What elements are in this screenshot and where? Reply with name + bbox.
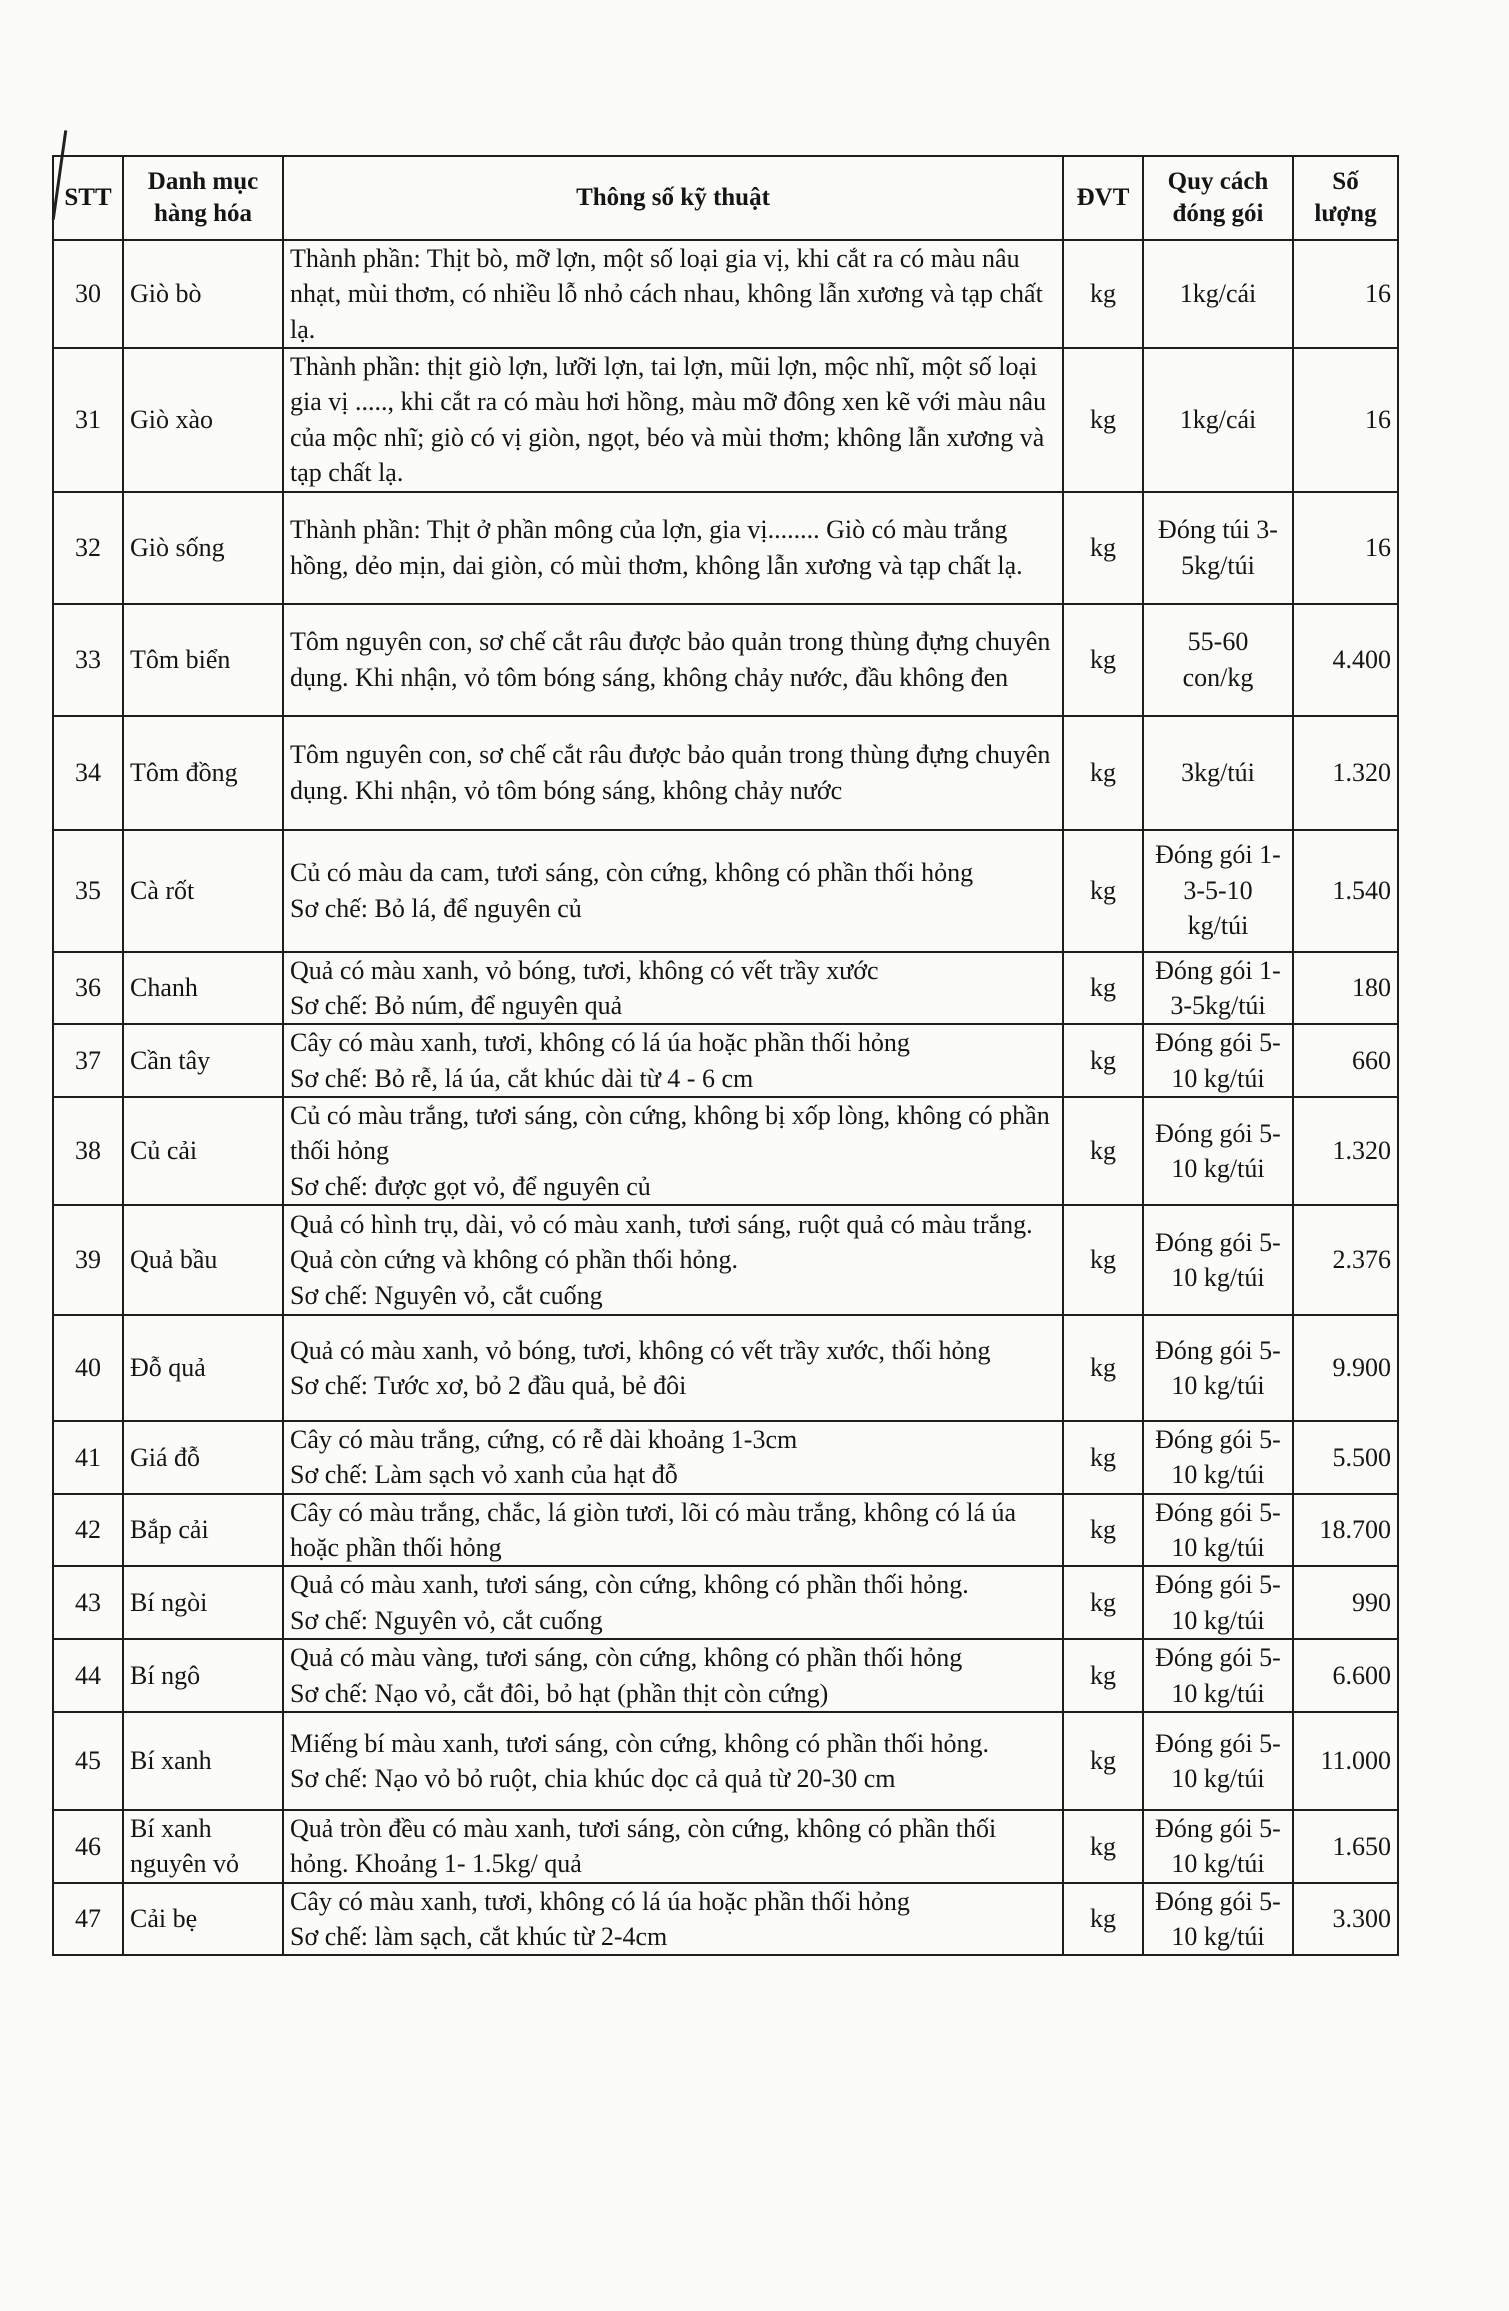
cell-unit: kg (1063, 1494, 1143, 1567)
cell-stt: 42 (53, 1494, 123, 1567)
cell-qty: 16 (1293, 348, 1398, 491)
header-stt: STT (53, 156, 123, 240)
cell-spec: Miếng bí màu xanh, tươi sáng, còn cứng, không có phần thối hỏng. Sơ chế: Nạo vỏ bỏ ruột, chia khúc dọc cả quả từ 20-30 cm (283, 1712, 1063, 1810)
header-name: Danh mục hàng hóa (123, 156, 283, 240)
table-row (53, 1810, 1398, 1883)
table-row (53, 492, 1398, 604)
cell-name: Cải bẹ (123, 1883, 283, 1956)
cell-pack: Đóng gói 5-10 kg/túi (1143, 1097, 1293, 1205)
cell-unit: kg (1063, 1097, 1143, 1205)
cell-qty: 16 (1293, 492, 1398, 604)
table-row (53, 348, 1398, 491)
cell-unit: kg (1063, 830, 1143, 952)
cell-name: Củ cải (123, 1097, 283, 1205)
cell-qty: 180 (1293, 952, 1398, 1025)
cell-unit: kg (1063, 1639, 1143, 1712)
cell-pack: Đóng gói 5-10 kg/túi (1143, 1494, 1293, 1567)
cell-spec: Thành phần: thịt giò lợn, lưỡi lợn, tai lợn, mũi lợn, mộc nhĩ, một số loại gia vị ....., khi cắt ra có màu hơi hồng, màu mỡ đông xen kẽ với màu nâu của mộc nhĩ; giò có vị giòn, ngọt, béo và mùi thơm; không lẫn xương và tạp chất lạ. (283, 348, 1063, 491)
table-row (53, 1205, 1398, 1315)
cell-pack: Đóng gói 5-10 kg/túi (1143, 1024, 1293, 1097)
cell-pack: Đóng gói 5-10 kg/túi (1143, 1639, 1293, 1712)
cell-stt: 34 (53, 716, 123, 830)
table-row (53, 1024, 1398, 1097)
table-row (53, 830, 1398, 952)
cell-name: Giò bò (123, 240, 283, 348)
cell-spec: Tôm nguyên con, sơ chế cắt râu được bảo quản trong thùng đựng chuyên dụng. Khi nhận, vỏ tôm bóng sáng, không chảy nước, đầu không đen (283, 604, 1063, 716)
cell-unit: kg (1063, 240, 1143, 348)
cell-spec: Quả có màu xanh, vỏ bóng, tươi, không có vết trầy xước, thối hỏng Sơ chế: Tước xơ, bỏ 2 đầu quả, bẻ đôi (283, 1315, 1063, 1421)
cell-unit: kg (1063, 716, 1143, 830)
cell-name: Giá đỗ (123, 1421, 283, 1494)
cell-spec: Cây có màu xanh, tươi, không có lá úa hoặc phần thối hỏng Sơ chế: làm sạch, cắt khúc từ 2-4cm (283, 1883, 1063, 1956)
cell-qty: 1.320 (1293, 1097, 1398, 1205)
cell-stt: 35 (53, 830, 123, 952)
cell-stt: 46 (53, 1810, 123, 1883)
cell-spec: Tôm nguyên con, sơ chế cắt râu được bảo quản trong thùng đựng chuyên dụng. Khi nhận, vỏ tôm bóng sáng, không chảy nước (283, 716, 1063, 830)
cell-unit: kg (1063, 1883, 1143, 1956)
table-row (53, 716, 1398, 830)
cell-pack: 1kg/cái (1143, 240, 1293, 348)
cell-pack: Đóng gói 5-10 kg/túi (1143, 1810, 1293, 1883)
header-qty: Số lượng (1293, 156, 1398, 240)
cell-qty: 2.376 (1293, 1205, 1398, 1315)
cell-name: Cà rốt (123, 830, 283, 952)
cell-qty: 16 (1293, 240, 1398, 348)
table-row (53, 1097, 1398, 1205)
cell-spec: Quả có màu xanh, vỏ bóng, tươi, không có vết trầy xước Sơ chế: Bỏ núm, để nguyên quả (283, 952, 1063, 1025)
cell-spec: Cây có màu xanh, tươi, không có lá úa hoặc phần thối hỏng Sơ chế: Bỏ rễ, lá úa, cắt khúc dài từ 4 - 6 cm (283, 1024, 1063, 1097)
cell-pack: Đóng gói 5-10 kg/túi (1143, 1421, 1293, 1494)
cell-qty: 1.320 (1293, 716, 1398, 830)
cell-spec: Quả có màu xanh, tươi sáng, còn cứng, không có phần thối hỏng. Sơ chế: Nguyên vỏ, cắt cuống (283, 1566, 1063, 1639)
cell-name: Bí xanh nguyên vỏ (123, 1810, 283, 1883)
cell-qty: 3.300 (1293, 1883, 1398, 1956)
cell-qty: 990 (1293, 1566, 1398, 1639)
cell-spec: Củ có màu trắng, tươi sáng, còn cứng, không bị xốp lòng, không có phần thối hỏng Sơ chế: được gọt vỏ, để nguyên củ (283, 1097, 1063, 1205)
cell-pack: Đóng gói 5-10 kg/túi (1143, 1566, 1293, 1639)
cell-unit: kg (1063, 604, 1143, 716)
cell-unit: kg (1063, 1810, 1143, 1883)
cell-stt: 31 (53, 348, 123, 491)
cell-pack: Đóng gói 1-3-5kg/túi (1143, 952, 1293, 1025)
cell-pack: Đóng gói 1-3-5-10 kg/túi (1143, 830, 1293, 952)
cell-name: Đỗ quả (123, 1315, 283, 1421)
cell-name: Giò sống (123, 492, 283, 604)
cell-qty: 660 (1293, 1024, 1398, 1097)
cell-stt: 30 (53, 240, 123, 348)
cell-name: Cần tây (123, 1024, 283, 1097)
cell-stt: 33 (53, 604, 123, 716)
cell-qty: 5.500 (1293, 1421, 1398, 1494)
cell-qty: 6.600 (1293, 1639, 1398, 1712)
cell-stt: 38 (53, 1097, 123, 1205)
cell-unit: kg (1063, 1024, 1143, 1097)
cell-stt: 39 (53, 1205, 123, 1315)
header-spec: Thông số kỹ thuật (283, 156, 1063, 240)
table-body (53, 240, 1398, 1955)
cell-unit: kg (1063, 1566, 1143, 1639)
cell-qty: 9.900 (1293, 1315, 1398, 1421)
table-row (53, 1883, 1398, 1956)
cell-name: Tôm biển (123, 604, 283, 716)
cell-unit: kg (1063, 1205, 1143, 1315)
header-unit: ĐVT (1063, 156, 1143, 240)
table-row (53, 1494, 1398, 1567)
table-row (53, 604, 1398, 716)
cell-name: Giò xào (123, 348, 283, 491)
cell-pack: Đóng gói 5-10 kg/túi (1143, 1883, 1293, 1956)
cell-pack: Đóng túi 3-5kg/túi (1143, 492, 1293, 604)
cell-unit: kg (1063, 492, 1143, 604)
cell-qty: 18.700 (1293, 1494, 1398, 1567)
cell-stt: 40 (53, 1315, 123, 1421)
cell-name: Tôm đồng (123, 716, 283, 830)
cell-unit: kg (1063, 952, 1143, 1025)
cell-stt: 45 (53, 1712, 123, 1810)
cell-spec: Thành phần: Thịt bò, mỡ lợn, một số loại gia vị, khi cắt ra có màu nâu nhạt, mùi thơm, có nhiều lỗ nhỏ cách nhau, không lẫn xương và tạp chất lạ. (283, 240, 1063, 348)
table-row (53, 1712, 1398, 1810)
table-header (53, 156, 1398, 240)
cell-name: Quả bầu (123, 1205, 283, 1315)
cell-spec: Quả có hình trụ, dài, vỏ có màu xanh, tươi sáng, ruột quả có màu trắng. Quả còn cứng và không có phần thối hỏng. Sơ chế: Nguyên vỏ, cắt cuống (283, 1205, 1063, 1315)
table-row (53, 1566, 1398, 1639)
cell-spec: Quả có màu vàng, tươi sáng, còn cứng, không có phần thối hỏng Sơ chế: Nạo vỏ, cắt đôi, bỏ hạt (phần thịt còn cứng) (283, 1639, 1063, 1712)
cell-pack: 3kg/túi (1143, 716, 1293, 830)
header-pack: Quy cách đóng gói (1143, 156, 1293, 240)
cell-pack: 55-60 con/kg (1143, 604, 1293, 716)
cell-unit: kg (1063, 1712, 1143, 1810)
cell-unit: kg (1063, 1421, 1143, 1494)
cell-name: Bí ngòi (123, 1566, 283, 1639)
header-row (53, 156, 1398, 240)
cell-qty: 11.000 (1293, 1712, 1398, 1810)
table-row (53, 240, 1398, 348)
spec-table (52, 155, 1399, 1956)
table-row (53, 1315, 1398, 1421)
cell-qty: 1.650 (1293, 1810, 1398, 1883)
cell-qty: 1.540 (1293, 830, 1398, 952)
cell-spec: Củ có màu da cam, tươi sáng, còn cứng, không có phần thối hỏng Sơ chế: Bỏ lá, để nguyên củ (283, 830, 1063, 952)
cell-stt: 37 (53, 1024, 123, 1097)
cell-unit: kg (1063, 1315, 1143, 1421)
table-row (53, 952, 1398, 1025)
cell-name: Chanh (123, 952, 283, 1025)
cell-spec: Quả tròn đều có màu xanh, tươi sáng, còn cứng, không có phần thối hỏng. Khoảng 1- 1.5kg/ quả (283, 1810, 1063, 1883)
cell-unit: kg (1063, 348, 1143, 491)
cell-pack: Đóng gói 5-10 kg/túi (1143, 1315, 1293, 1421)
cell-spec: Cây có màu trắng, chắc, lá giòn tươi, lõi có màu trắng, không có lá úa hoặc phần thối hỏng (283, 1494, 1063, 1567)
cell-stt: 41 (53, 1421, 123, 1494)
table-row (53, 1639, 1398, 1712)
table-row (53, 1421, 1398, 1494)
cell-name: Bí ngô (123, 1639, 283, 1712)
cell-stt: 47 (53, 1883, 123, 1956)
cell-pack: 1kg/cái (1143, 348, 1293, 491)
cell-stt: 36 (53, 952, 123, 1025)
cell-spec: Cây có màu trắng, cứng, có rễ dài khoảng 1-3cm Sơ chế: Làm sạch vỏ xanh của hạt đỗ (283, 1421, 1063, 1494)
cell-qty: 4.400 (1293, 604, 1398, 716)
cell-pack: Đóng gói 5-10 kg/túi (1143, 1712, 1293, 1810)
cell-stt: 43 (53, 1566, 123, 1639)
cell-spec: Thành phần: Thịt ở phần mông của lợn, gia vị........ Giò có màu trắng hồng, dẻo mịn, dai giòn, có mùi thơm, không lẫn xương và tạp chất lạ. (283, 492, 1063, 604)
cell-pack: Đóng gói 5-10 kg/túi (1143, 1205, 1293, 1315)
cell-stt: 32 (53, 492, 123, 604)
cell-name: Bí xanh (123, 1712, 283, 1810)
cell-name: Bắp cải (123, 1494, 283, 1567)
cell-stt: 44 (53, 1639, 123, 1712)
